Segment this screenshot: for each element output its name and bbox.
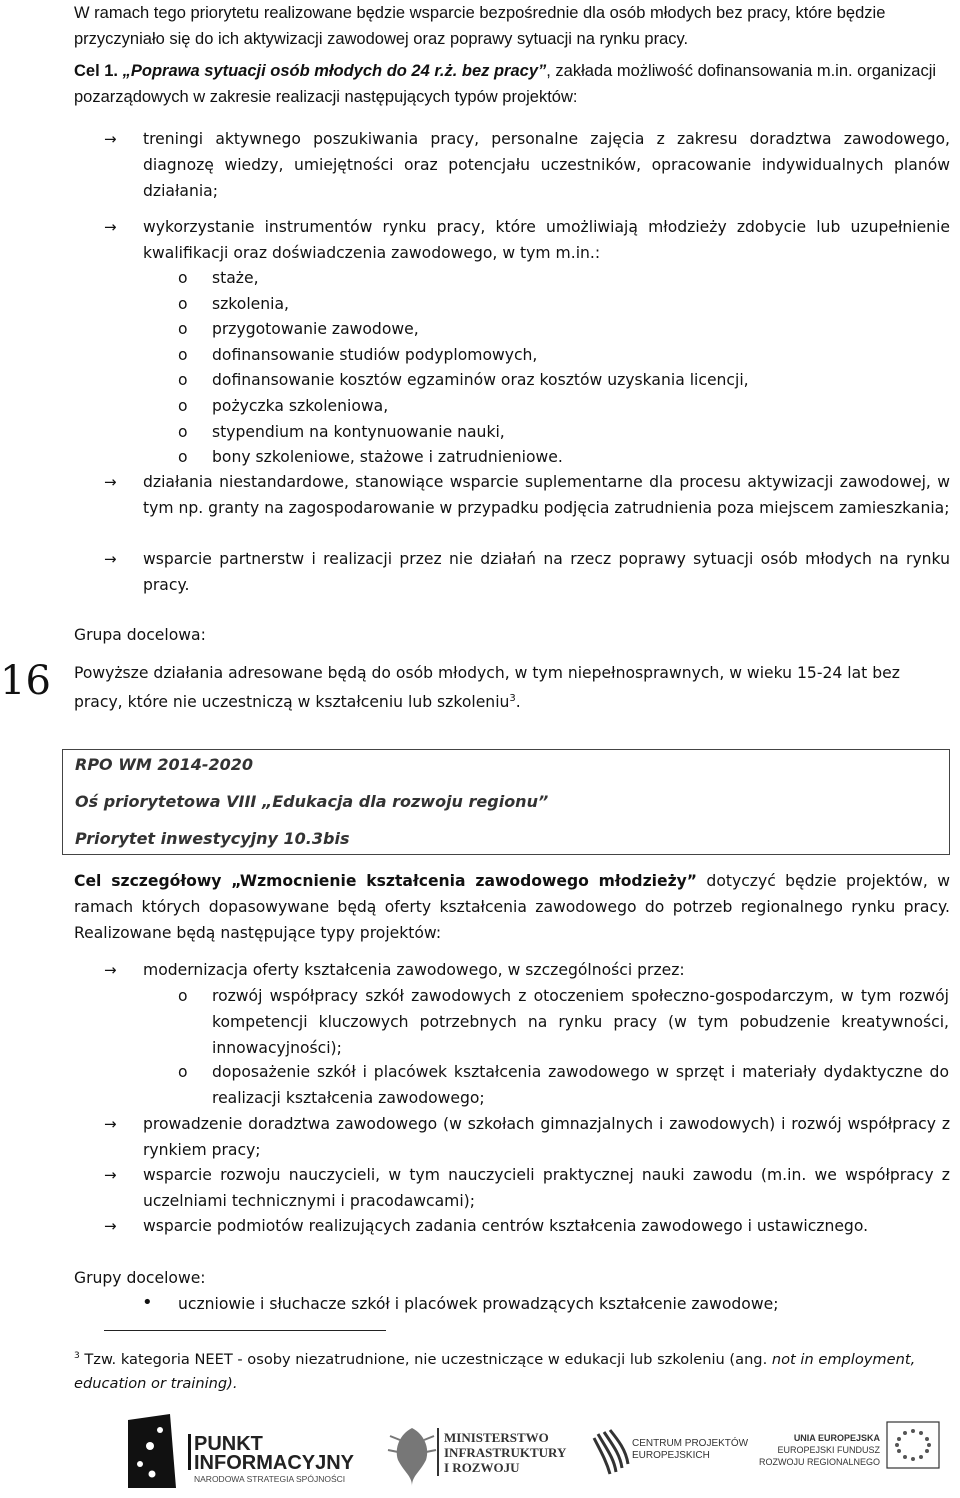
eagle-emblem-logo [388,1428,439,1486]
list-item: wsparcie partnerstw i realizacji przez nie działań na rzecz poprawy sytuacji osób młodych na rynku pracy. [143,550,950,594]
sub-list-item: rozwój współpracy szkół zawodowych z otoczeniem społeczno-gospodarczym, w tym rozwój kompetencji kluczowych potrzebnych na rynku pracy (w tym pobudzenie kreatywności, innowacyjności); [212,987,949,1057]
cpe-logo-text: CENTRUM PROJEKTÓW EUROPEJSKICH [632,1438,749,1461]
arrow-bullet-icon: → [104,550,117,568]
list-item: prowadzenie doradztwa zawodowego (w szkołach gimnazjalnych i zawodowych) i rozwój współpracy z rynkiem pracy; [143,1115,950,1159]
footnote-ref: 3 [509,693,516,704]
eu-logo-text: UNIA EUROPEJSKA EUROPEJSKI FUNDUSZ ROZWOJU REGIONALNEGO [758,1433,880,1467]
intro-text: W ramach tego priorytetu realizowane będzie wsparcie bezpośrednie dla osób młodych bez pracy, które będzie przyczyniało się do ich aktywizacji zawodowej oraz poprawy sytuacji na rynku pracy. [74,4,886,48]
list-item: treningi aktywnego poszukiwania pracy, personalne zajęcia z zakresu doradztwa zawodowego, diagnozę wiedzy, umiejętności oraz potencjału uczestników, opracowanie indywidualnych planów działania; [143,130,950,200]
arrow-bullet-icon: → [104,218,117,236]
cpe-swoosh-logo [594,1430,628,1474]
program-info-box [62,749,950,855]
punkt-logo-sub: NARODOWA STRATEGIA SPÓJNOŚCI [194,1474,346,1484]
priority-axis: Oś priorytetowa VIII „Edukacja dla rozwoju regionu” [75,792,549,811]
cel1-label: Cel 1. [74,62,119,80]
intro-paragraph [74,0,950,110]
punkt-logo-text2: INFORMACYJNY [194,1452,355,1474]
investment-priority: Priorytet inwestycyjny 10.3bis [75,829,350,848]
target-group-label: Grupa docelowa: [74,626,206,644]
sub-list-item: doposażenie szkół i placówek kształcenia zawodowego w sprzęt i materiały dydaktyczne do realizacji kształcenia zawodowego; [212,1063,949,1107]
eu-flag-logo [887,1422,939,1468]
list-item: wsparcie podmiotów realizujących zadania centrów kształcenia zawodowego i ustawicznego. [143,1217,869,1235]
cel1-title: „Poprawa sytuacji osób młodych do 24 r.ż. bez pracy” [122,62,547,80]
target-group-text: Powyższe działania adresowane będą do osób młodych, w tym niepełnosprawnych, w wieku 15-24 lat bez pracy, które nie uczestniczą w kształceniu lub szkoleniu$^3$. [74,664,900,712]
cel1-paragraph [74,58,950,110]
punkt-informacyjny-logo [128,1414,191,1488]
page-number: 16 [0,658,51,704]
list-item: wsparcie rozwoju nauczycieli, w tym nauczycieli praktycznej nauki zawodu (m.in. we współpracy z uczelniami technicznymi i pracodawcami); [143,1166,950,1210]
footnote-divider [104,1330,386,1331]
cel1-text: , zakłada możliwość dofinansowania m.in. organizacji pozarządowych w zakresie realizacji następujących typów projektów: [74,62,937,106]
arrow-bullet-icon: → [104,473,117,491]
footnote: $^3$ Tzw. kategoria NEET - osoby niezatrudnione, nie uczestniczące w edukacji lub szkoleniu (ang. not in employment, education or training). [74,1350,916,1392]
target-groups-label: Grupy docelowe: [74,1269,206,1287]
program-name: RPO WM 2014-2020 [75,755,254,774]
cel-szczegolowy-paragraph: Cel szczegółowy „Wzmocnienie kształcenia zawodowego młodzieży” dotyczyć będzie projektów, w ramach których dopasowywane będą oferty kształcenia zawodowego do potrzeb regionalnego rynku pracy. Realizowane będą następujące typy projektów: [74,872,950,942]
arrow-bullet-icon: → [104,961,117,979]
arrow-bullet-icon: → [104,130,117,148]
dot-bullet-icon: • [142,1292,153,1313]
list-item: wykorzystanie instrumentów rynku pracy, które umożliwiają młodzieży zdobycie lub uzupełnienie kwalifikacji oraz doświadczenia zawodowego, w tym m.in.: [143,218,950,262]
logos-footer [0,1400,960,1494]
ministry-logo-text: MINISTERSTWO INFRASTRUKTURY I ROZWOJU [444,1430,567,1475]
list-item: modernizacja oferty kształcenia zawodowego, w szczególności przez: [143,961,685,979]
arrow-bullet-icon: → [104,1166,117,1184]
list-item: działania niestandardowe, stanowiące wsparcie suplementarne dla procesu aktywizacji zawodowej, w tym np. granty na zagospodarowanie w przypadku podjęcia zatrudnienia poza miejscem zamieszkania; [143,473,950,517]
punkt-logo-text: PUNKT [194,1433,263,1455]
arrow-bullet-icon: → [104,1115,117,1133]
list-item: uczniowie i słuchacze szkół i placówek prowadzących kształcenie zawodowe; [178,1295,779,1313]
arrow-bullet-icon: → [104,1217,117,1235]
cel-szczegolowy-title: Cel szczegółowy „Wzmocnienie kształcenia zawodowego młodzieży” [74,872,698,890]
